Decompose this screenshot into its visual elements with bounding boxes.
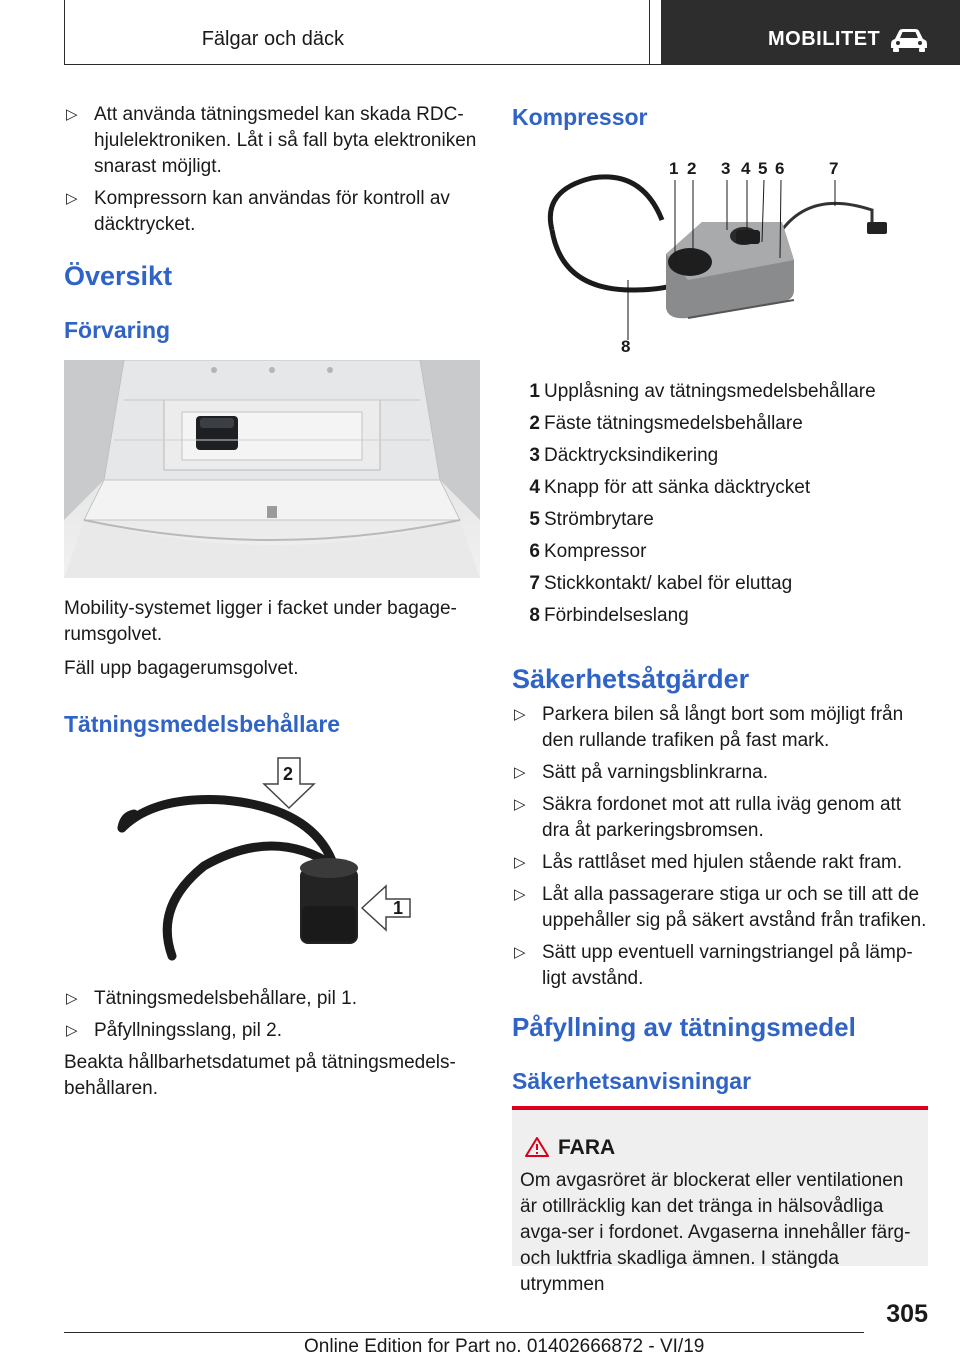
figure-label-2: 2 <box>687 159 697 178</box>
storage-text <box>64 596 480 690</box>
figure-label-1: 1 <box>393 898 404 918</box>
sealant-bullets <box>64 986 480 1110</box>
warning-text: Om avgasröret är blockerat eller ventilationen är otillräcklig kan det tränga in hälsovådliga avga-ser i fordonet. Avgaserna innehåller färg- och luktfria skadliga ämnen. I stängda utrymmen <box>520 1170 911 1295</box>
figure-label-6: 6 <box>775 159 785 178</box>
bullet-triangle-icon: ▷ <box>66 106 78 123</box>
car-icon <box>889 27 929 53</box>
bullet-triangle-icon: ▷ <box>514 796 526 813</box>
figure-label-2: 2 <box>283 764 294 784</box>
list-item: ▷ Parkera bilen så långt bort som möjligt från den rullande trafiken på fast mark. <box>514 704 904 751</box>
bullet-triangle-icon: ▷ <box>514 706 526 723</box>
bullet-triangle-icon: ▷ <box>66 1022 78 1039</box>
figure-label-1: 1 <box>669 159 679 178</box>
safety-bullets <box>512 702 928 998</box>
list-item: 3 Däcktrycksindikering <box>529 445 719 466</box>
list-item: ▷ Låt alla passagerare stiga ur och se till att de uppehåller sig på säkert avstånd från trafiken. <box>514 884 927 931</box>
sealant-heading: Tätningsmedelsbehållare <box>64 711 341 737</box>
sealant-container-image <box>64 756 480 968</box>
list-item: ▷ Tätningsmedelsbehållare, pil 1. <box>64 986 480 1012</box>
parts-list <box>512 376 928 632</box>
warning-triangle-icon <box>524 1136 550 1158</box>
bullet-triangle-icon: ▷ <box>514 886 526 903</box>
list-item: ▷ Kompressorn kan användas för kontroll av däcktrycket. <box>66 188 450 235</box>
list-item: 7 Stickkontakt/ kabel för eluttag <box>529 573 793 594</box>
sealant-note: Beakta hållbarhetsdatumet på tätningsmedels-behållaren. <box>64 1052 456 1099</box>
footer-edition: Online Edition for Part no. 01402666872 - VI/19 <box>304 1336 705 1357</box>
header-tab <box>64 0 650 64</box>
list-item: ▷ Sätt på varningsblinkrarna. <box>512 760 928 786</box>
fill-heading: Påfyllning av tätningsmedel <box>512 1012 856 1042</box>
storage-paragraph-1: Mobility-systemet ligger i facket under bagage-rumsgolvet. <box>64 598 457 645</box>
bullet-triangle-icon: ▷ <box>514 854 526 871</box>
list-item: ▷ Säkra fordonet mot att rulla iväg genom att dra åt parkeringsbromsen. <box>514 794 902 841</box>
page-number: 305 <box>886 1300 928 1328</box>
list-item: 8 Förbindelseslang <box>529 605 689 626</box>
bullet-triangle-icon: ▷ <box>66 990 78 1007</box>
storage-heading: Förvaring <box>64 317 171 343</box>
header-section-title: Fälgar och däck <box>201 28 344 50</box>
footer-rule <box>64 1332 864 1333</box>
figure-label-4: 4 <box>741 159 751 178</box>
intro-bullets <box>64 102 480 244</box>
overview-heading: Översikt <box>64 261 173 291</box>
safety-notes-heading: Säkerhetsanvisningar <box>512 1068 752 1094</box>
compressor-heading: Kompressor <box>512 104 648 130</box>
figure-label-3: 3 <box>721 159 731 178</box>
trunk-storage-image <box>64 360 480 578</box>
list-item: ▷ Lås rattlåset med hjulen stående rakt fram. <box>512 850 928 876</box>
list-item: 4 Knapp för att sänka däcktrycket <box>529 477 811 498</box>
header-chapter-title: MOBILITET <box>768 28 881 50</box>
list-item: 1 Upplåsning av tätningsmedelsbehållare <box>529 381 876 402</box>
list-item: ▷ Att använda tätningsmedel kan skada RDC-hjulelektroniken. Låt i så fall byta elektroniken snarast möjligt. <box>66 104 477 177</box>
bullet-triangle-icon: ▷ <box>66 190 78 207</box>
list-item: 2 Fäste tätningsmedelsbehållare <box>529 413 803 434</box>
header-rule <box>64 64 960 65</box>
safety-heading: Säkerhetsåtgärder <box>512 664 750 694</box>
storage-paragraph-2: Fäll upp bagagerumsgolvet. <box>64 658 299 679</box>
danger-warning-box <box>512 1106 928 1295</box>
bullet-triangle-icon: ▷ <box>514 944 526 961</box>
list-item: ▷ Sätt upp eventuell varningstriangel på lämp-ligt avstånd. <box>514 942 913 989</box>
list-item: 5 Strömbrytare <box>529 509 654 530</box>
bullet-triangle-icon: ▷ <box>514 764 526 781</box>
figure-label-8: 8 <box>621 337 631 356</box>
figure-label-5: 5 <box>758 159 768 178</box>
list-item: ▷ Påfyllningsslang, pil 2. <box>64 1018 480 1044</box>
list-item: 6 Kompressor <box>529 541 647 562</box>
compressor-image <box>512 150 928 360</box>
figure-label-7: 7 <box>829 159 839 178</box>
warning-title: FARA <box>558 1136 616 1159</box>
header-chapter-tab <box>661 0 960 64</box>
